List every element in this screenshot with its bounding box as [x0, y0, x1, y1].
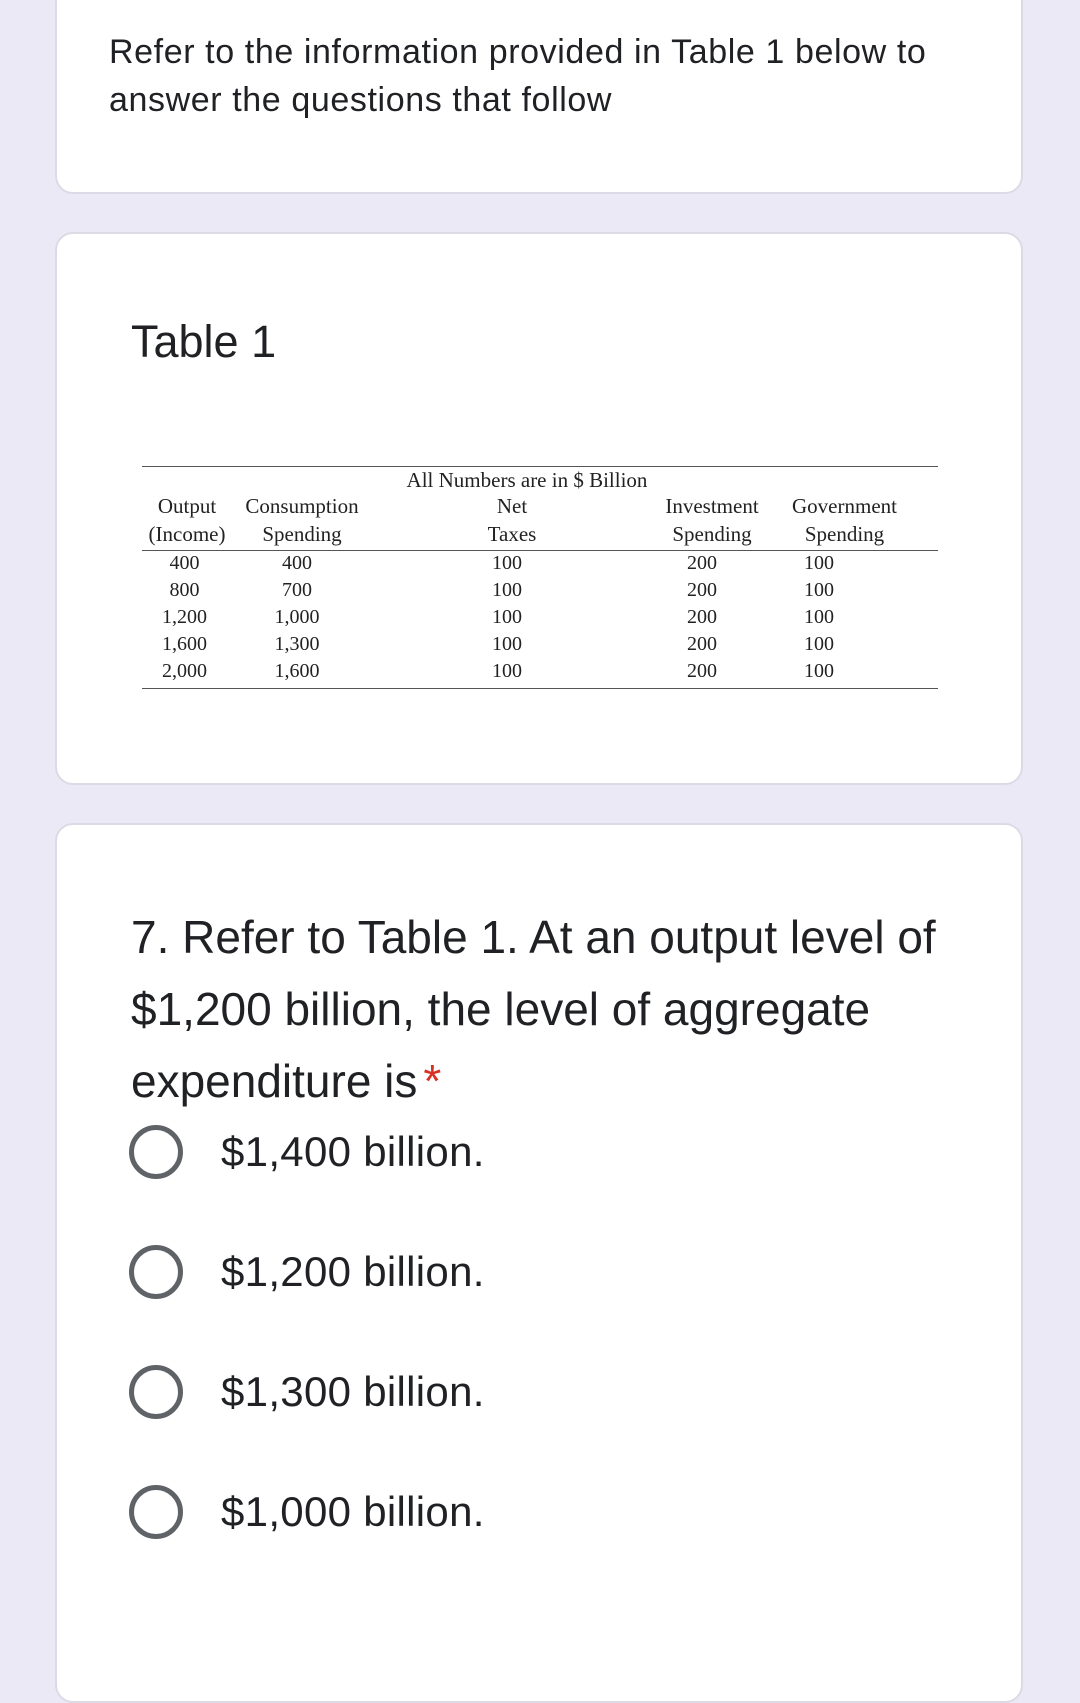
table-header-rule	[142, 550, 938, 551]
table-cell: 200	[687, 606, 717, 628]
header-investment: Investment	[665, 494, 759, 518]
table-cell: 400	[282, 552, 312, 574]
table-cell: 100	[804, 633, 834, 655]
header-government-spending: Spending	[804, 522, 885, 546]
table-caption: All Numbers are in $ Billion	[406, 468, 648, 492]
table-cell: 800	[169, 579, 200, 601]
question-card	[55, 823, 1023, 1703]
required-marker: *	[423, 1055, 442, 1107]
table-cell: 100	[804, 579, 834, 601]
table-cell: 1,600	[274, 660, 320, 682]
table-cell: 100	[492, 606, 522, 628]
table-image	[142, 466, 938, 690]
header-taxes: Taxes	[487, 522, 537, 546]
header-government: Government	[792, 494, 897, 518]
question-label: 7. Refer to Table 1. At an output level of $1,200 billion, the level of aggregate expenditure is	[131, 911, 936, 1107]
table-bottom-rule	[142, 688, 938, 689]
header-income: (Income)	[148, 522, 226, 546]
table-cell: 2,000	[162, 660, 207, 682]
header-net: Net	[496, 494, 528, 518]
option-label: $1,400 billion.	[221, 1128, 485, 1175]
question-text	[131, 901, 961, 1117]
option-label: $1,000 billion.	[221, 1488, 485, 1535]
table-cell: 700	[282, 579, 312, 601]
table-title: Table 1	[131, 316, 277, 367]
header-consumption: Consumption	[245, 494, 359, 518]
option-label: $1,300 billion.	[221, 1368, 485, 1415]
radio-button-icon[interactable]	[129, 1485, 183, 1539]
intro-text: Refer to the information provided in Table 1 below to answer the questions that follow	[109, 33, 927, 119]
header-output: Output	[157, 494, 217, 518]
table-cell: 400	[169, 552, 200, 574]
table-cell: 200	[687, 579, 717, 601]
table-cell: 1,300	[274, 633, 320, 655]
option-1200[interactable]	[129, 1240, 729, 1304]
table-top-rule	[142, 466, 938, 467]
radio-button-icon[interactable]	[129, 1125, 183, 1179]
option-1000[interactable]	[129, 1480, 729, 1544]
radio-button-icon[interactable]	[129, 1365, 183, 1419]
table-cell: 200	[687, 660, 717, 682]
table-cell: 1,200	[162, 606, 207, 628]
table-cell: 200	[687, 633, 717, 655]
table-cell: 100	[804, 552, 834, 574]
option-label: $1,200 billion.	[221, 1248, 485, 1295]
table-cell: 100	[492, 660, 522, 682]
table-cell: 100	[804, 606, 834, 628]
table-cell: 1,600	[162, 633, 207, 655]
table-cell: 1,000	[274, 606, 320, 628]
header-consumption-spending: Spending	[262, 522, 342, 546]
table-cell: 100	[492, 552, 522, 574]
header-investment-spending: Spending	[672, 522, 752, 546]
table-card	[55, 232, 1023, 785]
option-1300[interactable]	[129, 1360, 729, 1424]
table-cell: 100	[804, 660, 834, 682]
option-1400[interactable]	[129, 1120, 729, 1184]
intro-card	[55, 0, 1023, 194]
table-cell: 200	[687, 552, 717, 574]
table-cell: 100	[492, 633, 522, 655]
table-cell: 100	[492, 579, 522, 601]
radio-button-icon[interactable]	[129, 1245, 183, 1299]
